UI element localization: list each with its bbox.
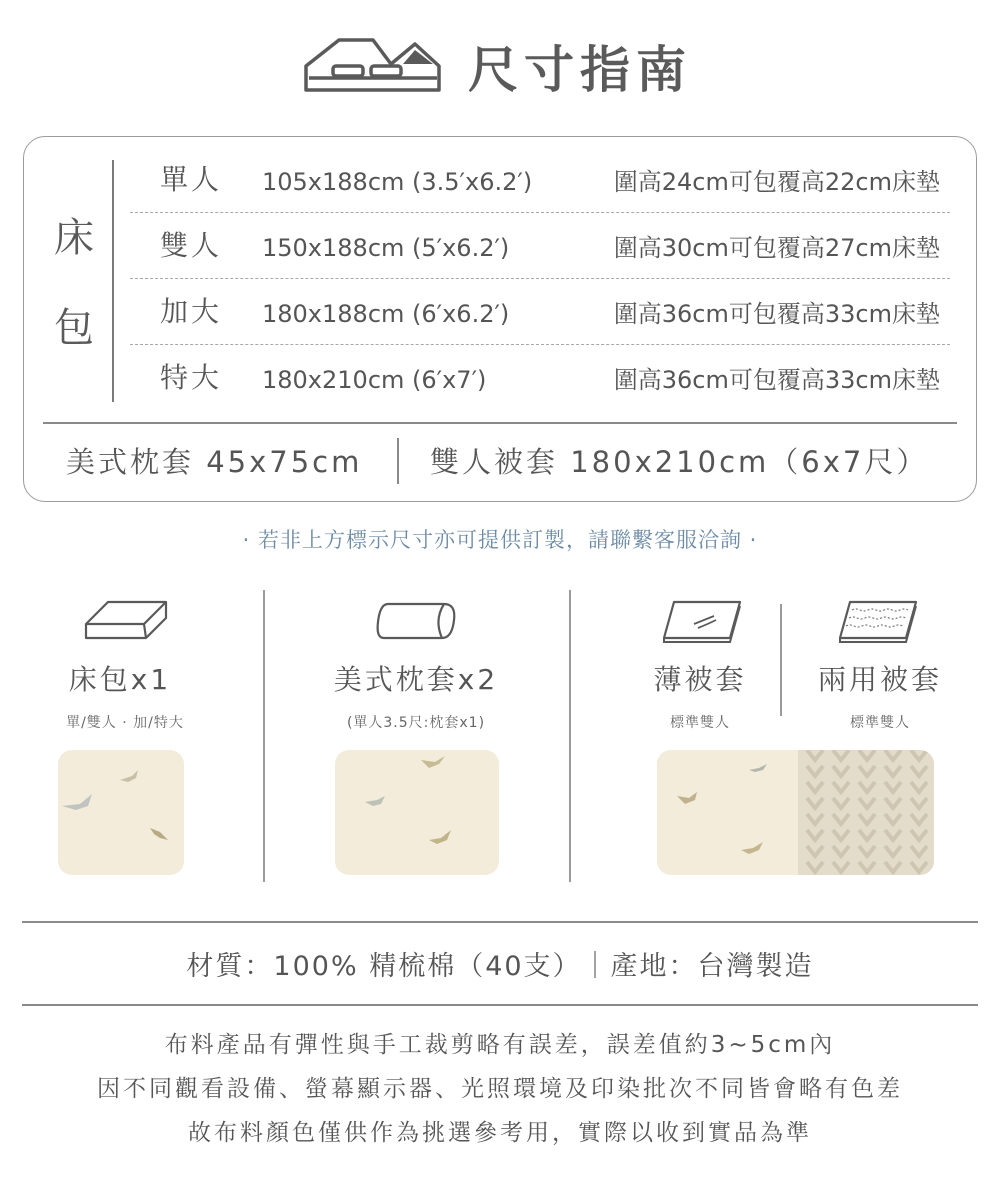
custom-order-note: · 若非上方標示尺寸亦可提供訂製，請聯繫客服洽詢 ·	[242, 528, 758, 552]
size-name: 雙人	[160, 229, 223, 262]
pillowcase-size: 美式枕套 45x75cm	[66, 445, 363, 479]
dashed-divider	[130, 344, 950, 345]
size-coverage: 圍高24cm可包覆高22cm床墊	[613, 168, 940, 196]
size-dimension: 180x210cm (6′x7′)	[262, 366, 487, 394]
size-dimension: 180x188cm (6′x6.2′)	[262, 300, 510, 328]
product-name: 床包x1	[68, 663, 172, 696]
page-title: 尺寸指南	[468, 41, 692, 99]
divider	[112, 160, 114, 402]
divider	[780, 604, 782, 716]
divider	[22, 1004, 978, 1006]
product-sub: (單人3.5尺:枕套x1)	[346, 715, 486, 731]
product-sub: 標準雙人	[670, 715, 730, 731]
house-bed-icon	[303, 36, 443, 96]
seagull-pattern-icon	[58, 750, 184, 875]
divider	[263, 590, 265, 882]
divider	[397, 438, 399, 484]
pillow-icon	[374, 600, 460, 642]
fabric-swatch	[335, 750, 499, 875]
product-name: 兩用被套	[817, 663, 942, 696]
size-row	[130, 358, 950, 424]
fabric-swatch	[657, 750, 934, 875]
size-coverage: 圍高36cm可包覆高33cm床墊	[613, 300, 940, 328]
product-name: 美式枕套x2	[333, 663, 499, 696]
seagull-pattern-icon	[335, 750, 499, 875]
size-row	[130, 160, 950, 226]
disclaimer-line: 因不同觀看設備、螢幕顯示器、光照環境及印染批次不同皆會略有色差	[97, 1076, 903, 1102]
size-name: 加大	[160, 295, 223, 328]
product-sub: 單/雙人 · 加/特大	[66, 715, 184, 731]
size-coverage: 圍高36cm可包覆高33cm床墊	[613, 366, 940, 394]
product-name: 薄被套	[653, 663, 747, 696]
product-sub: 標準雙人	[850, 715, 910, 731]
size-dimension: 105x188cm (3.5′x6.2′)	[262, 168, 533, 196]
thin-duvet-icon	[660, 598, 744, 644]
quilted-duvet-icon	[836, 598, 920, 644]
fitted-sheet-label-1: 床	[54, 215, 94, 261]
divider	[43, 422, 957, 424]
divider	[569, 590, 571, 882]
fitted-sheet-icon	[82, 598, 172, 642]
size-dimension: 150x188cm (5′x6.2′)	[262, 234, 510, 262]
size-name: 單人	[160, 163, 223, 196]
disclaimer-line: 布料產品有彈性與手工裁剪略有誤差，誤差值約3~5cm內	[164, 1032, 836, 1058]
disclaimer-line: 故布料顏色僅供作為挑選參考用，實際以收到實品為準	[188, 1120, 812, 1146]
seagull-pattern-icon	[657, 750, 934, 875]
dashed-divider	[130, 212, 950, 213]
size-row	[130, 292, 950, 358]
duvet-size: 雙人被套 180x210cm（6x7尺）	[430, 445, 929, 479]
fitted-sheet-label-2: 包	[54, 305, 94, 351]
divider	[22, 921, 978, 923]
dashed-divider	[130, 278, 950, 279]
material-info: 材質：100% 精梳棉（40支）｜產地：台灣製造	[186, 951, 814, 982]
size-coverage: 圍高30cm可包覆高27cm床墊	[613, 234, 940, 262]
size-name: 特大	[160, 361, 223, 394]
fabric-swatch	[58, 750, 184, 875]
size-row	[130, 226, 950, 292]
